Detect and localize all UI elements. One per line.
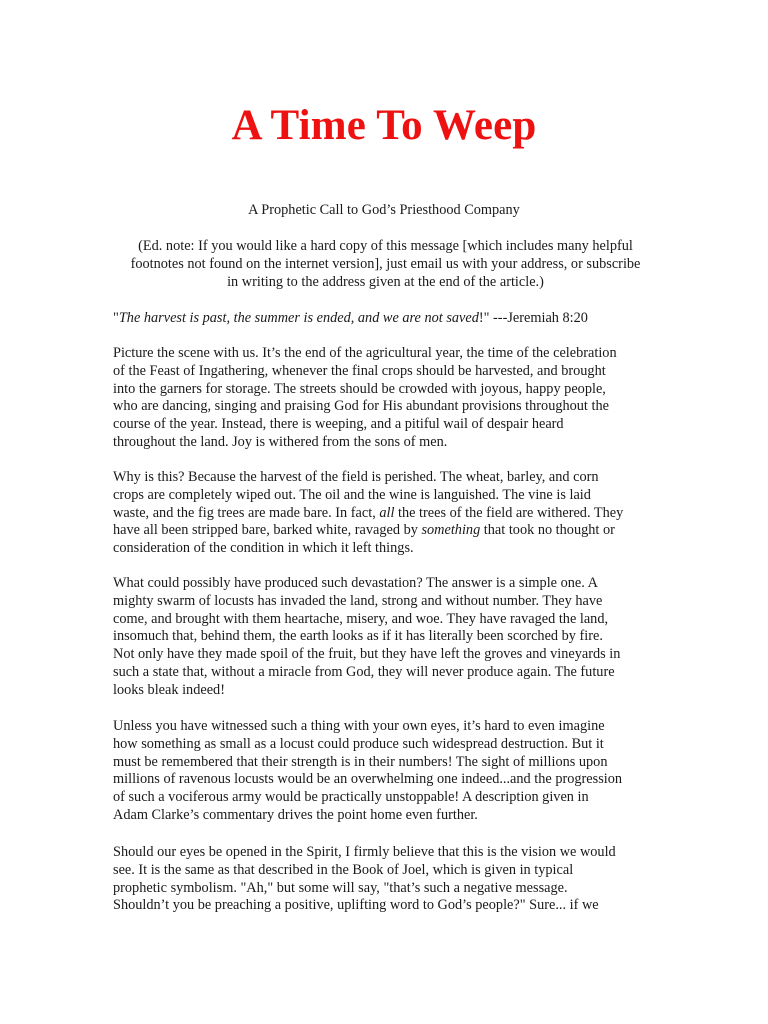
paragraph-5 [113,844,658,915]
paragraph-line: Should our eyes be opened in the Spirit, I firmly believe that this is the vision we would [113,844,616,860]
paragraph-line: Shouldn’t you be preaching a positive, uplifting word to God’s people?" Sure... if we [113,897,599,914]
paragraph-line: insomuch that, behind them, the earth looks as if it has literally been scorched by fire. [113,628,603,645]
paragraph-line: Adam Clarke’s commentary drives the point home even further. [113,806,478,823]
paragraph-line: Picture the scene with us. It’s the end of the agricultural year, the time of the celebration [113,345,617,361]
text-run: that took no thought or [480,522,615,539]
paragraph-line: who are dancing, singing and praising God for His abundant provisions throughout the [113,398,609,415]
paragraph-line: of such a vociferous army would be practically unstoppable! A description given in [113,789,589,806]
paragraph-4 [113,718,658,825]
epigraph-scripture: The harvest is past, the summer is ended, and we are not saved [118,310,479,326]
paragraph-line: Unless you have witnessed such a thing with your own eyes, it’s hard to even imagine [113,718,605,734]
paragraph-2 [113,469,658,558]
paragraph-line: Not only have they made spoil of the fruit, but they have left the groves and vineyards in [113,646,621,663]
paragraph-line: course of the year. Instead, there is weeping, and a pitiful wail of despair heard [113,416,564,433]
epigraph-citation: !" ---Jeremiah 8:20 [478,310,588,326]
subtitle: A Prophetic Call to God’s Priesthood Company [248,202,520,218]
emphasis-word: something [421,522,481,539]
page-title: A Time To Weep [231,102,537,149]
text-run: the trees of the field are withered. They [394,504,624,521]
paragraph-line: throughout the land. Joy is withered from the sons of men. [113,433,448,450]
epigraph-open-quote: " [113,310,119,326]
paragraph-line: Why is this? Because the harvest of the field is perished. The wheat, barley, and corn [113,469,599,485]
paragraph-line: crops are completely wiped out. The oil and the wine is languished. The vine is laid [113,486,591,503]
editor-note-line: (Ed. note: If you would like a hard copy of this message [which includes many helpful [138,238,633,254]
epigraph-quote [113,309,673,327]
paragraph-line: mighty swarm of locusts has invaded the land, strong and without number. They have [113,592,603,609]
editor-note-line: in writing to the address given at the end of the article.) [227,274,544,290]
editor-note [108,237,663,291]
text-run: have all been stripped bare, barked white, ravaged by [113,522,422,539]
paragraph-line [113,505,658,523]
paragraph-line: of the Feast of Ingathering, whenever the final crops should be harvested, and brought [113,362,606,379]
paragraph-line: consideration of the condition in which it left things. [113,540,414,557]
paragraph-line: see. It is the same as that described in the Book of Joel, which is given in typical [113,861,574,878]
paragraph-line: prophetic symbolism. "Ah," but some will say, "that’s such a negative message. [113,879,568,896]
emphasis-word: all [379,504,395,521]
paragraph-line: looks bleak indeed! [113,681,225,698]
editor-note-line: footnotes not found on the internet version], just email us with your address, or subscribe [130,256,641,272]
paragraph-line [113,522,658,540]
paragraph-line: millions of ravenous locusts would be an overwhelming one indeed...and the progression [113,771,623,788]
paragraph-line: how something as small as a locust could produce such widespread destruction. But it [113,735,604,752]
paragraph-1 [113,345,658,452]
paragraph-line: come, and brought with them heartache, misery, and woe. They have ravaged the land, [113,610,609,627]
paragraph-line: into the garners for storage. The streets should be crowded with joyous, happy people, [113,380,606,397]
paragraph-line: such a state that, without a miracle from God, they will never produce again. The future [113,663,615,680]
text-run: waste, and the fig trees are made bare. In fact, [113,504,380,521]
paragraph-line: What could possibly have produced such devastation? The answer is a simple one. A [113,575,598,591]
paragraph-3 [113,575,658,700]
paragraph-line: must be remembered that their strength is in their numbers! The sight of millions upon [113,753,608,770]
